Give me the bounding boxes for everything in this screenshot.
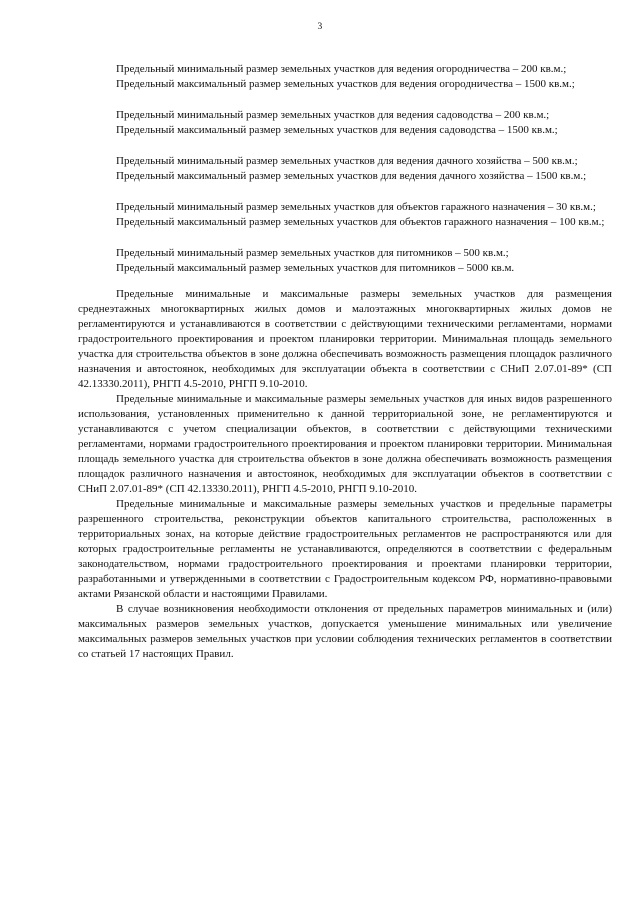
min-size-line: Предельный минимальный размер земельных участков для ведения дачного хозяйства – 500 кв.м.; (116, 155, 578, 167)
max-size-line: Предельный максимальный размер земельных участков для питомников – 5000 кв.м. (116, 262, 515, 274)
min-size-line: Предельный минимальный размер земельных участков для объектов гаражного назначения – 30 кв.м.; (116, 201, 596, 213)
paragraph-other-uses: Предельные минимальные и максимальные размеры земельных участков для иных видов разрешенного использования, установленных применительно к данной территориальной зоне, не регламентируются и устанавливаются с учетом специализации объектов, в соответствии с действующими техническими регламентами, нормами градостроительного проектирования и проектом планировки территории. Минимальная площадь земельного участка для строительства объектов в зоне должна обеспечивать возможность размещения площадок различного назначения и автостоянок, необходимых для эксплуатации объектов в соответствии с СНиП 2.07.01-89* (СП 42.13330.2011), РНГП 4.5-2010, РНГП 9.10-2010. (78, 393, 612, 495)
max-size-line: Предельный максимальный размер земельных участков для объектов гаражного назначения – 100 кв.м.; (116, 216, 605, 228)
size-block-garage (78, 200, 612, 230)
max-size-line: Предельный максимальный размер земельных участков для ведения огородничества – 1500 кв.м.; (116, 78, 575, 90)
paragraph-apartment-buildings: Предельные минимальные и максимальные размеры земельных участков для размещения среднеэтажных многоквартирных жилых домов и малоэтажных многоквартирных жилых домов не регламентируются и устанавливаются в соответствии с действующими техническими регламентами, нормами градостроительного проектирования и проектом планировки территории. Минимальная площадь земельного участка для строительства объектов в зоне должна обеспечивать возможность размещения площадок различного назначения и автостоянок, необходимых для эксплуатации объекта в соответствии с СНиП 2.07.01-89* (СП 42.13330.2011), РНГП 4.5-2010, РНГП 9.10-2010. (78, 288, 612, 390)
size-block-gardening (78, 62, 612, 92)
min-size-line: Предельный минимальный размер земельных участков для питомников – 500 кв.м.; (116, 247, 509, 259)
max-size-line: Предельный максимальный размер земельных участков для ведения садоводства – 1500 кв.м.; (116, 124, 558, 136)
min-size-line: Предельный минимальный размер земельных участков для ведения огородничества – 200 кв.м.; (116, 63, 567, 75)
page-number: 3 (317, 22, 323, 32)
document-body (78, 62, 612, 662)
max-size-line: Предельный максимальный размер земельных участков для ведения дачного хозяйства – 1500 кв.м.; (116, 170, 587, 182)
min-size-line: Предельный минимальный размер земельных участков для ведения садоводства – 200 кв.м.; (116, 109, 550, 121)
size-block-dacha (78, 154, 612, 184)
paragraph-no-regulations: Предельные минимальные и максимальные размеры земельных участков и предельные параметры разрешенного строительства, реконструкции объектов капитального строительства, расположенных в территориальных зонах, на которые действие градостроительных регламентов не распространяются или для которых градостроительные регламенты не устанавливаются, определяются в соответствии с федеральным законодательством, нормами градостроительного проектирования и проектами планировки территории, разработанными и утвержденными в соответствии с Градостроительным кодексом РФ, нормативно-правовыми актами Рязанской области и настоящими Правилами. (78, 498, 612, 600)
paragraph-deviation: В случае возникновения необходимости отклонения от предельных параметров минимальных и (или) максимальных размеров земельных участков, допускается уменьшение минимальных или увеличение максимальных размеров земельных участков при условии соблюдения технических регламентов в соответствии со статьей 17 настоящих Правил. (78, 603, 612, 660)
size-block-nursery (78, 246, 612, 276)
size-block-horticulture (78, 108, 612, 138)
